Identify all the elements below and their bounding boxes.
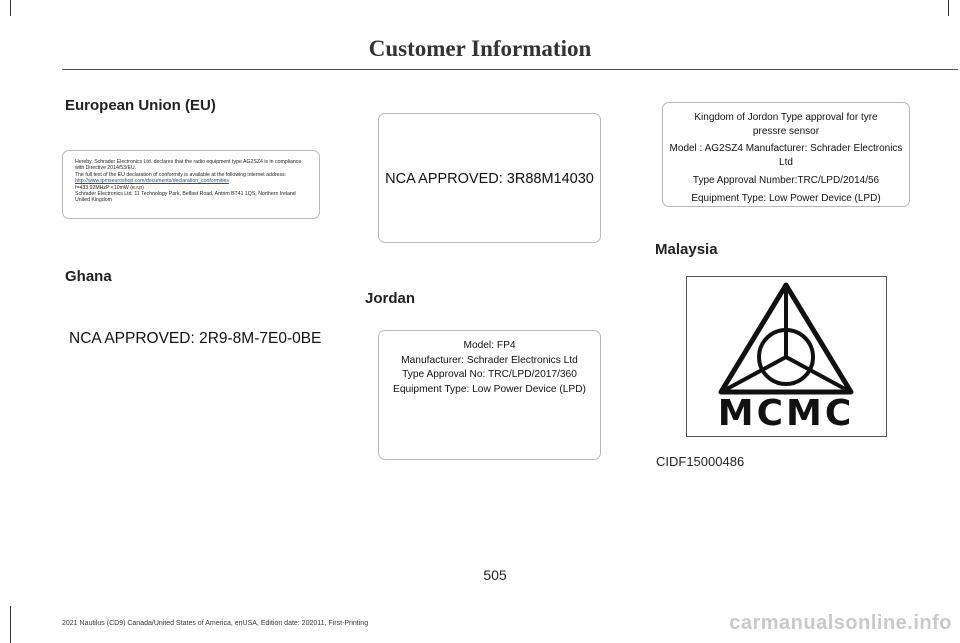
malaysia-heading: Malaysia <box>655 241 718 258</box>
eu-line-1: Hereby, Schrader Electronics Ltd. declares that the radio equipment type AG2SZ4 is in compliance <box>75 159 302 165</box>
jordan-line-equipment: Equipment Type: Low Power Device (LPD) <box>393 383 586 395</box>
header-rule <box>62 69 958 70</box>
jordan-label-box <box>378 330 601 460</box>
crop-mark-top-left <box>10 0 11 16</box>
eu-heading: European Union (EU) <box>65 97 216 114</box>
nca-approval-text: NCA APPROVED: 3R88M14030 <box>385 171 594 187</box>
eu-declaration-text <box>75 159 315 204</box>
ghana-approval: NCA APPROVED: 2R9-8M-7E0-0BE <box>69 330 322 347</box>
jordan-tyre-box <box>662 102 910 207</box>
page-number: 505 <box>483 567 507 583</box>
jordan-line-manufacturer: Manufacturer: Schrader Electronics Ltd <box>401 354 578 366</box>
eu-line-5: Schrader Electronics Ltd. 11 Technology Park, Belfast Road, Antrim BT41 1QS, Northern Ireland <box>75 191 296 198</box>
eu-line-6: United Kingdom <box>75 197 112 204</box>
mcmc-logo-frame <box>686 276 887 437</box>
jordan-tyre-line-3: Model : AG2SZ4 Manufacturer: Schrader Electronics Ltd <box>669 143 903 168</box>
jordan-line-model: Model: FP4 <box>463 340 516 351</box>
jordan-tyre-line-1: Kingdom of Jordon Type approval for tyre <box>694 112 878 123</box>
jordan-line-approval: Type Approval No: TRC/LPD/2017/360 <box>402 369 577 380</box>
watermark-text: carmanualsonline.info <box>729 612 952 634</box>
ghana-heading: Ghana <box>65 268 112 285</box>
footer-text: 2021 Nautilus (CD9) Canada/United States of America, enUSA, Edition date: 202011, First-Printing <box>62 620 369 627</box>
mcmc-logo <box>687 277 886 436</box>
eu-declaration-link[interactable]: http://www.tpmseuroshop.com/documents/declaration_conformities <box>75 178 229 185</box>
jordan-tyre-line-5: Equipment Type: Low Power Device (LPD) <box>691 193 881 204</box>
jordan-tyre-text <box>663 111 909 206</box>
eu-line-4: f=433.92MHzP <10mW (e.r.p) <box>75 184 144 191</box>
eu-line-2: with Directive 2014/53/EU. <box>75 165 137 172</box>
jordan-tyre-line-2: pressre sensor <box>752 126 820 137</box>
nca-approval-box <box>378 113 601 243</box>
jordan-heading: Jordan <box>365 290 416 307</box>
page-title: Customer Information <box>368 36 592 61</box>
crop-mark-bottom-left <box>10 606 11 643</box>
eu-line-3: The full text of the EU declaration of conformity is available at the following internet address: <box>75 171 287 178</box>
mcmc-logo-text: MCMC <box>717 393 855 434</box>
jordan-label-text <box>379 339 600 397</box>
jordan-tyre-line-4: Type Approval Number:TRC/LPD/2014/56 <box>692 175 880 186</box>
malaysia-code: CIDF15000486 <box>656 454 745 469</box>
crop-mark-top-right <box>948 0 949 16</box>
